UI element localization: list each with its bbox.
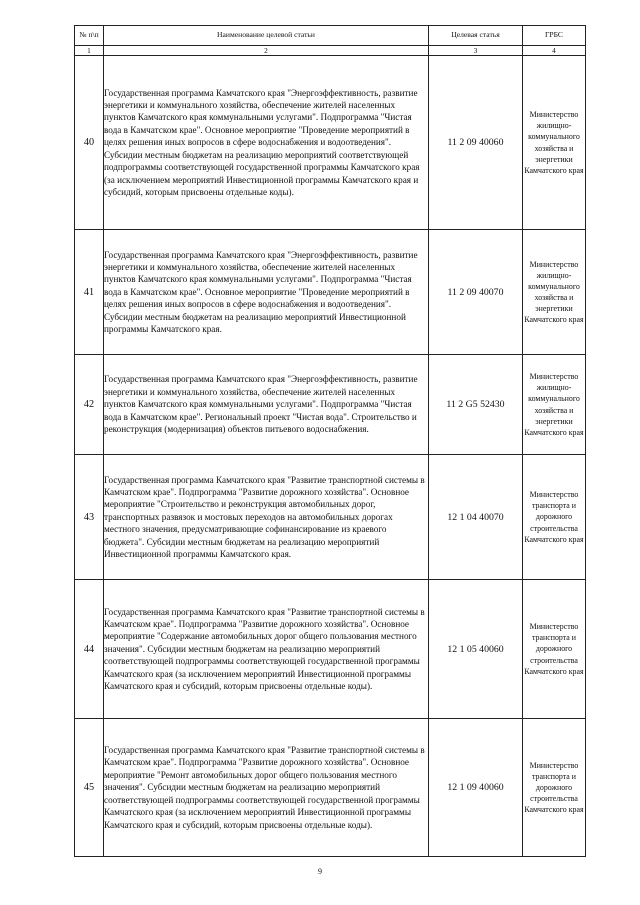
row-number: 44 xyxy=(75,580,104,719)
column-number: 2 xyxy=(104,46,429,56)
row-code: 12 1 09 40060 xyxy=(429,719,523,857)
header-code: Целевая статья xyxy=(429,26,523,46)
row-number: 45 xyxy=(75,719,104,857)
row-grbs: Министерство жилищно-коммунального хозяйства и энергетики Камчатского края xyxy=(523,355,586,455)
row-grbs: Министерство транспорта и дорожного строительства Камчатского края xyxy=(523,455,586,580)
header-grbs: ГРБС xyxy=(523,26,586,46)
row-description: Государственная программа Камчатского края "Энергоэффективность, развитие энергетики и коммунального хозяйства, обеспечение жителей населенных пунктов Камчатского края коммунальными услугами". Подпрограмма "Чистая вода в Камчатском крае". Региональный проект "Чистая вода". Строительство и реконструкция (модернизация) объектов питьевого водоснабжения. xyxy=(104,355,429,455)
page-number: 9 xyxy=(318,867,322,876)
column-number: 3 xyxy=(429,46,523,56)
row-description: Государственная программа Камчатского края "Развитие транспортной системы в Камчатском крае". Подпрограмма "Развитие дорожного хозяйства". Основное мероприятие "Строительство и реконструкция автомобильных дорог, транспортных развязок и мостовых переходов на автомобильных дорогах местного значения, предусматривающие софинансирование из краевого бюджета". Субсидии местным бюджетам на реализацию мероприятий Инвестиционной программы Камчатского края. xyxy=(104,455,429,580)
header-name: Наименование целевой статьи xyxy=(104,26,429,46)
row-number: 41 xyxy=(75,230,104,355)
column-numbers-row xyxy=(75,46,586,56)
row-grbs: Министерство транспорта и дорожного строительства Камчатского края xyxy=(523,580,586,719)
row-description: Государственная программа Камчатского края "Энергоэффективность, развитие энергетики и коммунального хозяйства, обеспечение жителей населенных пунктов Камчатского края коммунальными услугами". Подпрограмма "Чистая вода в Камчатском крае". Основное мероприятие "Проведение мероприятий в целях решения иных вопросов в сфере водоснабжения и водоотведения". Субсидии местным бюджетам на реализацию мероприятий Инвестиционной программы Камчатского края. xyxy=(104,230,429,355)
column-number: 4 xyxy=(523,46,586,56)
row-grbs: Министерство транспорта и дорожного строительства Камчатского края xyxy=(523,719,586,857)
row-description: Государственная программа Камчатского края "Развитие транспортной системы в Камчатском крае". Подпрограмма "Развитие дорожного хозяйства". Основное мероприятие "Ремонт автомобильных дорог общего пользования местного значения". Субсидии местным бюджетам на реализацию мероприятий соответствующей подпрограммы соответствующей государственной программы Камчатского края (за исключением мероприятий Инвестиционной программы Камчатского края и субсидий, которым присвоены отдельные коды). xyxy=(104,719,429,857)
row-number: 40 xyxy=(75,56,104,230)
table-row xyxy=(75,455,586,580)
table-row xyxy=(75,719,586,857)
table-header-row xyxy=(75,26,586,46)
row-code: 11 2 09 40070 xyxy=(429,230,523,355)
row-code: 12 1 05 40060 xyxy=(429,580,523,719)
row-grbs: Министерство жилищно-коммунального хозяйства и энергетики Камчатского края xyxy=(523,230,586,355)
row-description: Государственная программа Камчатского края "Развитие транспортной системы в Камчатском крае". Подпрограмма "Развитие дорожного хозяйства". Основное мероприятие "Содержание автомобильных дорог общего пользования местного значения". Субсидии местным бюджетам на реализацию мероприятий соответствующей подпрограммы соответствующей государственной программы Камчатского края (за исключением мероприятий Инвестиционной программы Камчатского края и субсидий, которым присвоены отдельные коды). xyxy=(104,580,429,719)
column-number: 1 xyxy=(75,46,104,56)
row-grbs: Министерство жилищно-коммунального хозяйства и энергетики Камчатского края xyxy=(523,56,586,230)
table-row xyxy=(75,230,586,355)
row-number: 42 xyxy=(75,355,104,455)
row-number: 43 xyxy=(75,455,104,580)
row-description: Государственная программа Камчатского края "Энергоэффективность, развитие энергетики и коммунального хозяйства, обеспечение жителей населенных пунктов Камчатского края коммунальными услугами". Подпрограмма "Чистая вода в Камчатском крае". Основное мероприятие "Проведение мероприятий в целях решения иных вопросов в сфере водоснабжения и водоотведения". Субсидии местным бюджетам на реализацию мероприятий соответствующей подпрограммы соответствующей государственной программы Камчатского края (за исключением мероприятий Инвестиционной программы Камчатского края и субсидий, которым присвоены отдельные коды). xyxy=(104,56,429,230)
row-code: 12 1 04 40070 xyxy=(429,455,523,580)
table-row xyxy=(75,580,586,719)
header-num: № п\п xyxy=(75,26,104,46)
table-row xyxy=(75,56,586,230)
row-code: 11 2 09 40060 xyxy=(429,56,523,230)
row-code: 11 2 G5 52430 xyxy=(429,355,523,455)
table-row xyxy=(75,355,586,455)
target-articles-table xyxy=(74,25,586,857)
